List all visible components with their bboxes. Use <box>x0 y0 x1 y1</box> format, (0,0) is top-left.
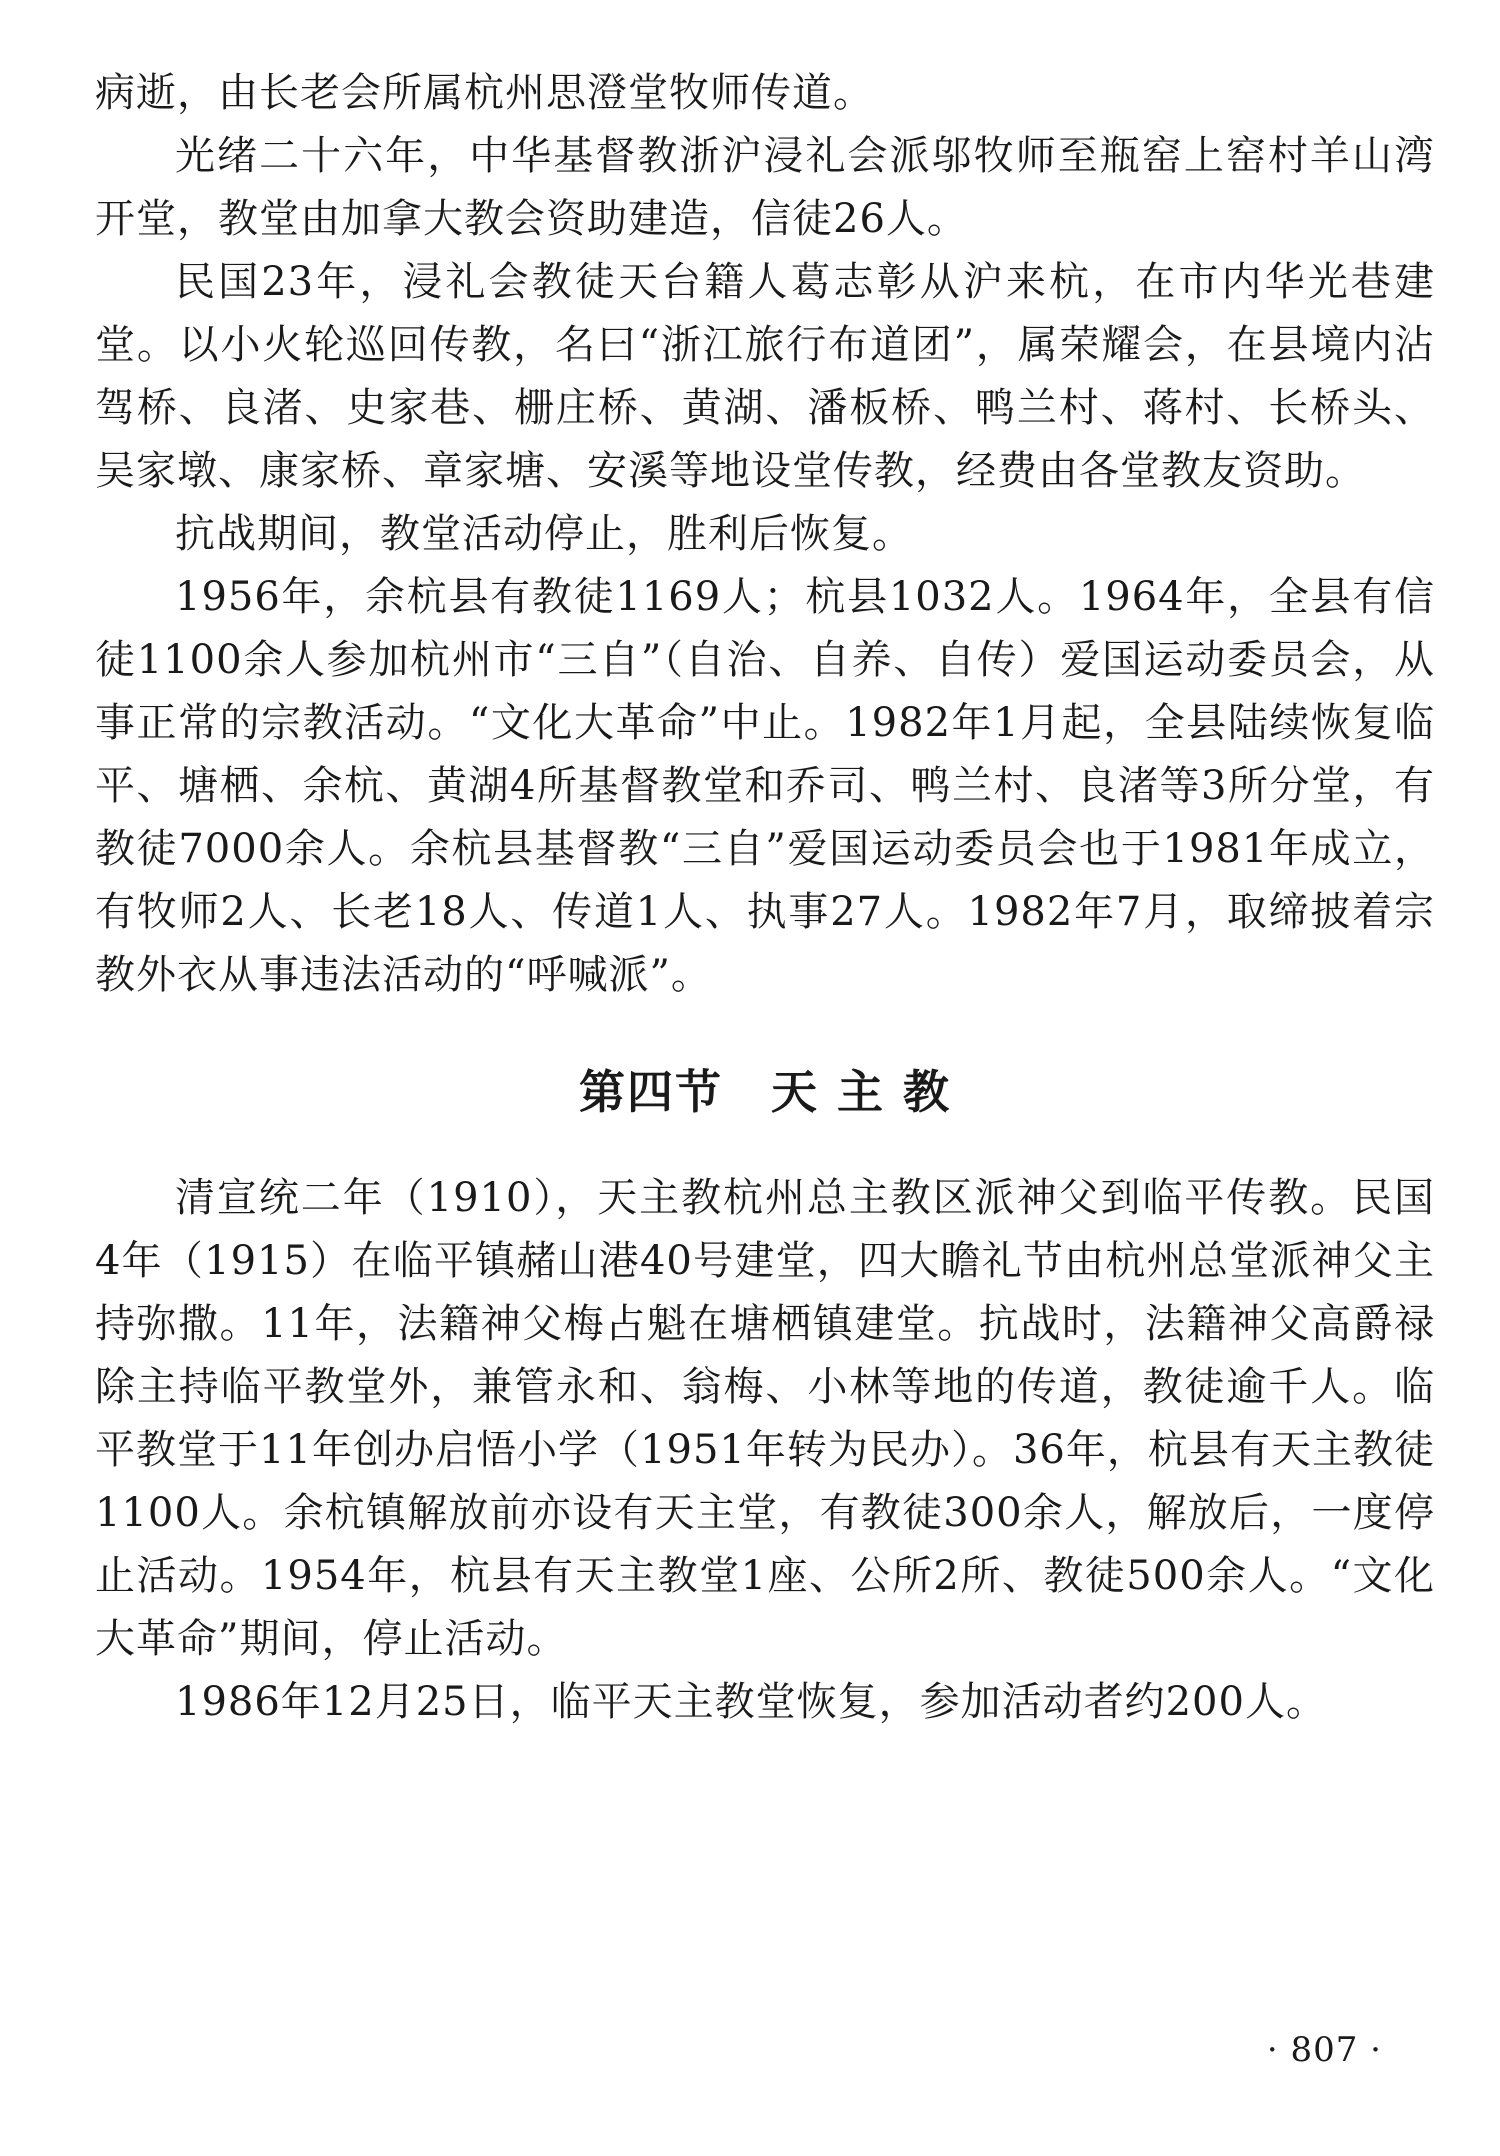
paragraph: 1986年12月25日，临平天主教堂恢复，参加活动者约200人。 <box>175 1679 1327 1725</box>
page-body <box>95 62 1435 1734</box>
paragraph: 清宣统二年（1910），天主教杭州总主教区派神父到临平传教。民国4年（1915）在临平镇赭山港40号建堂，四大瞻礼节由杭州总堂派神父主持弥撒。11年，法籍神父梅占魁在塘栖镇建堂。抗战时，法籍神父高爵禄除主持临平教堂外，兼管永和、翁梅、小林等地的传道，教徒逾千人。临平教堂于11年创办启悟小学（1951年转为民办）。36年，杭县有天主教徒1100人。余杭镇解放前亦设有天主堂，有教徒300余人，解放后，一度停止活动。1954年，杭县有天主教堂1座、公所2所、教徒500余人。“文化大革命”期间，停止活动。 <box>95 1175 1435 1662</box>
paragraph: 病逝，由长老会所属杭州思澄堂牧师传道。 <box>95 70 874 116</box>
section-heading <box>95 1062 1435 1122</box>
paragraph: 光绪二十六年，中华基督教浙沪浸礼会派邬牧师至瓶窑上窑村羊山湾开堂，教堂由加拿大教会资助建造，信徒26人。 <box>95 133 1435 242</box>
paragraph: 抗战期间，教堂活动停止，胜利后恢复。 <box>175 511 913 557</box>
page-number: · 807 · <box>1266 2030 1382 2070</box>
paragraph: 民国23年，浸礼会教徒天台籍人葛志彰从沪来杭，在市内华光巷建堂。以小火轮巡回传教，名曰“浙江旅行布道团”，属荣耀会，在县境内沾驾桥、良渚、史家巷、栅庄桥、黄湖、潘板桥、鸭兰村、蒋村、长桥头、吴家墩、康家桥、章家塘、安溪等地设堂传教，经费由各堂教友资助。 <box>95 259 1435 494</box>
text-block-after <box>95 1167 1435 1734</box>
paragraph: 1956年，余杭县有教徒1169人；杭县1032人。1964年，全县有信徒1100余人参加杭州市“三自”（自治、自养、自传）爱国运动委员会，从事正常的宗教活动。“文化大革命”中止。1982年1月起，全县陆续恢复临平、塘栖、余杭、黄湖4所基督教堂和乔司、鸭兰村、良渚等3所分堂，有教徒7000余人。余杭县基督教“三自”爱国运动委员会也于1981年成立，有牧师2人、长老18人、传道1人、执事27人。1982年7月，取缔披着宗教外衣从事违法活动的“呼喊派”。 <box>95 574 1435 998</box>
text-block-before <box>95 62 1435 1007</box>
section-number: 第四节 <box>578 1065 723 1119</box>
section-title: 天 主 教 <box>770 1065 952 1119</box>
